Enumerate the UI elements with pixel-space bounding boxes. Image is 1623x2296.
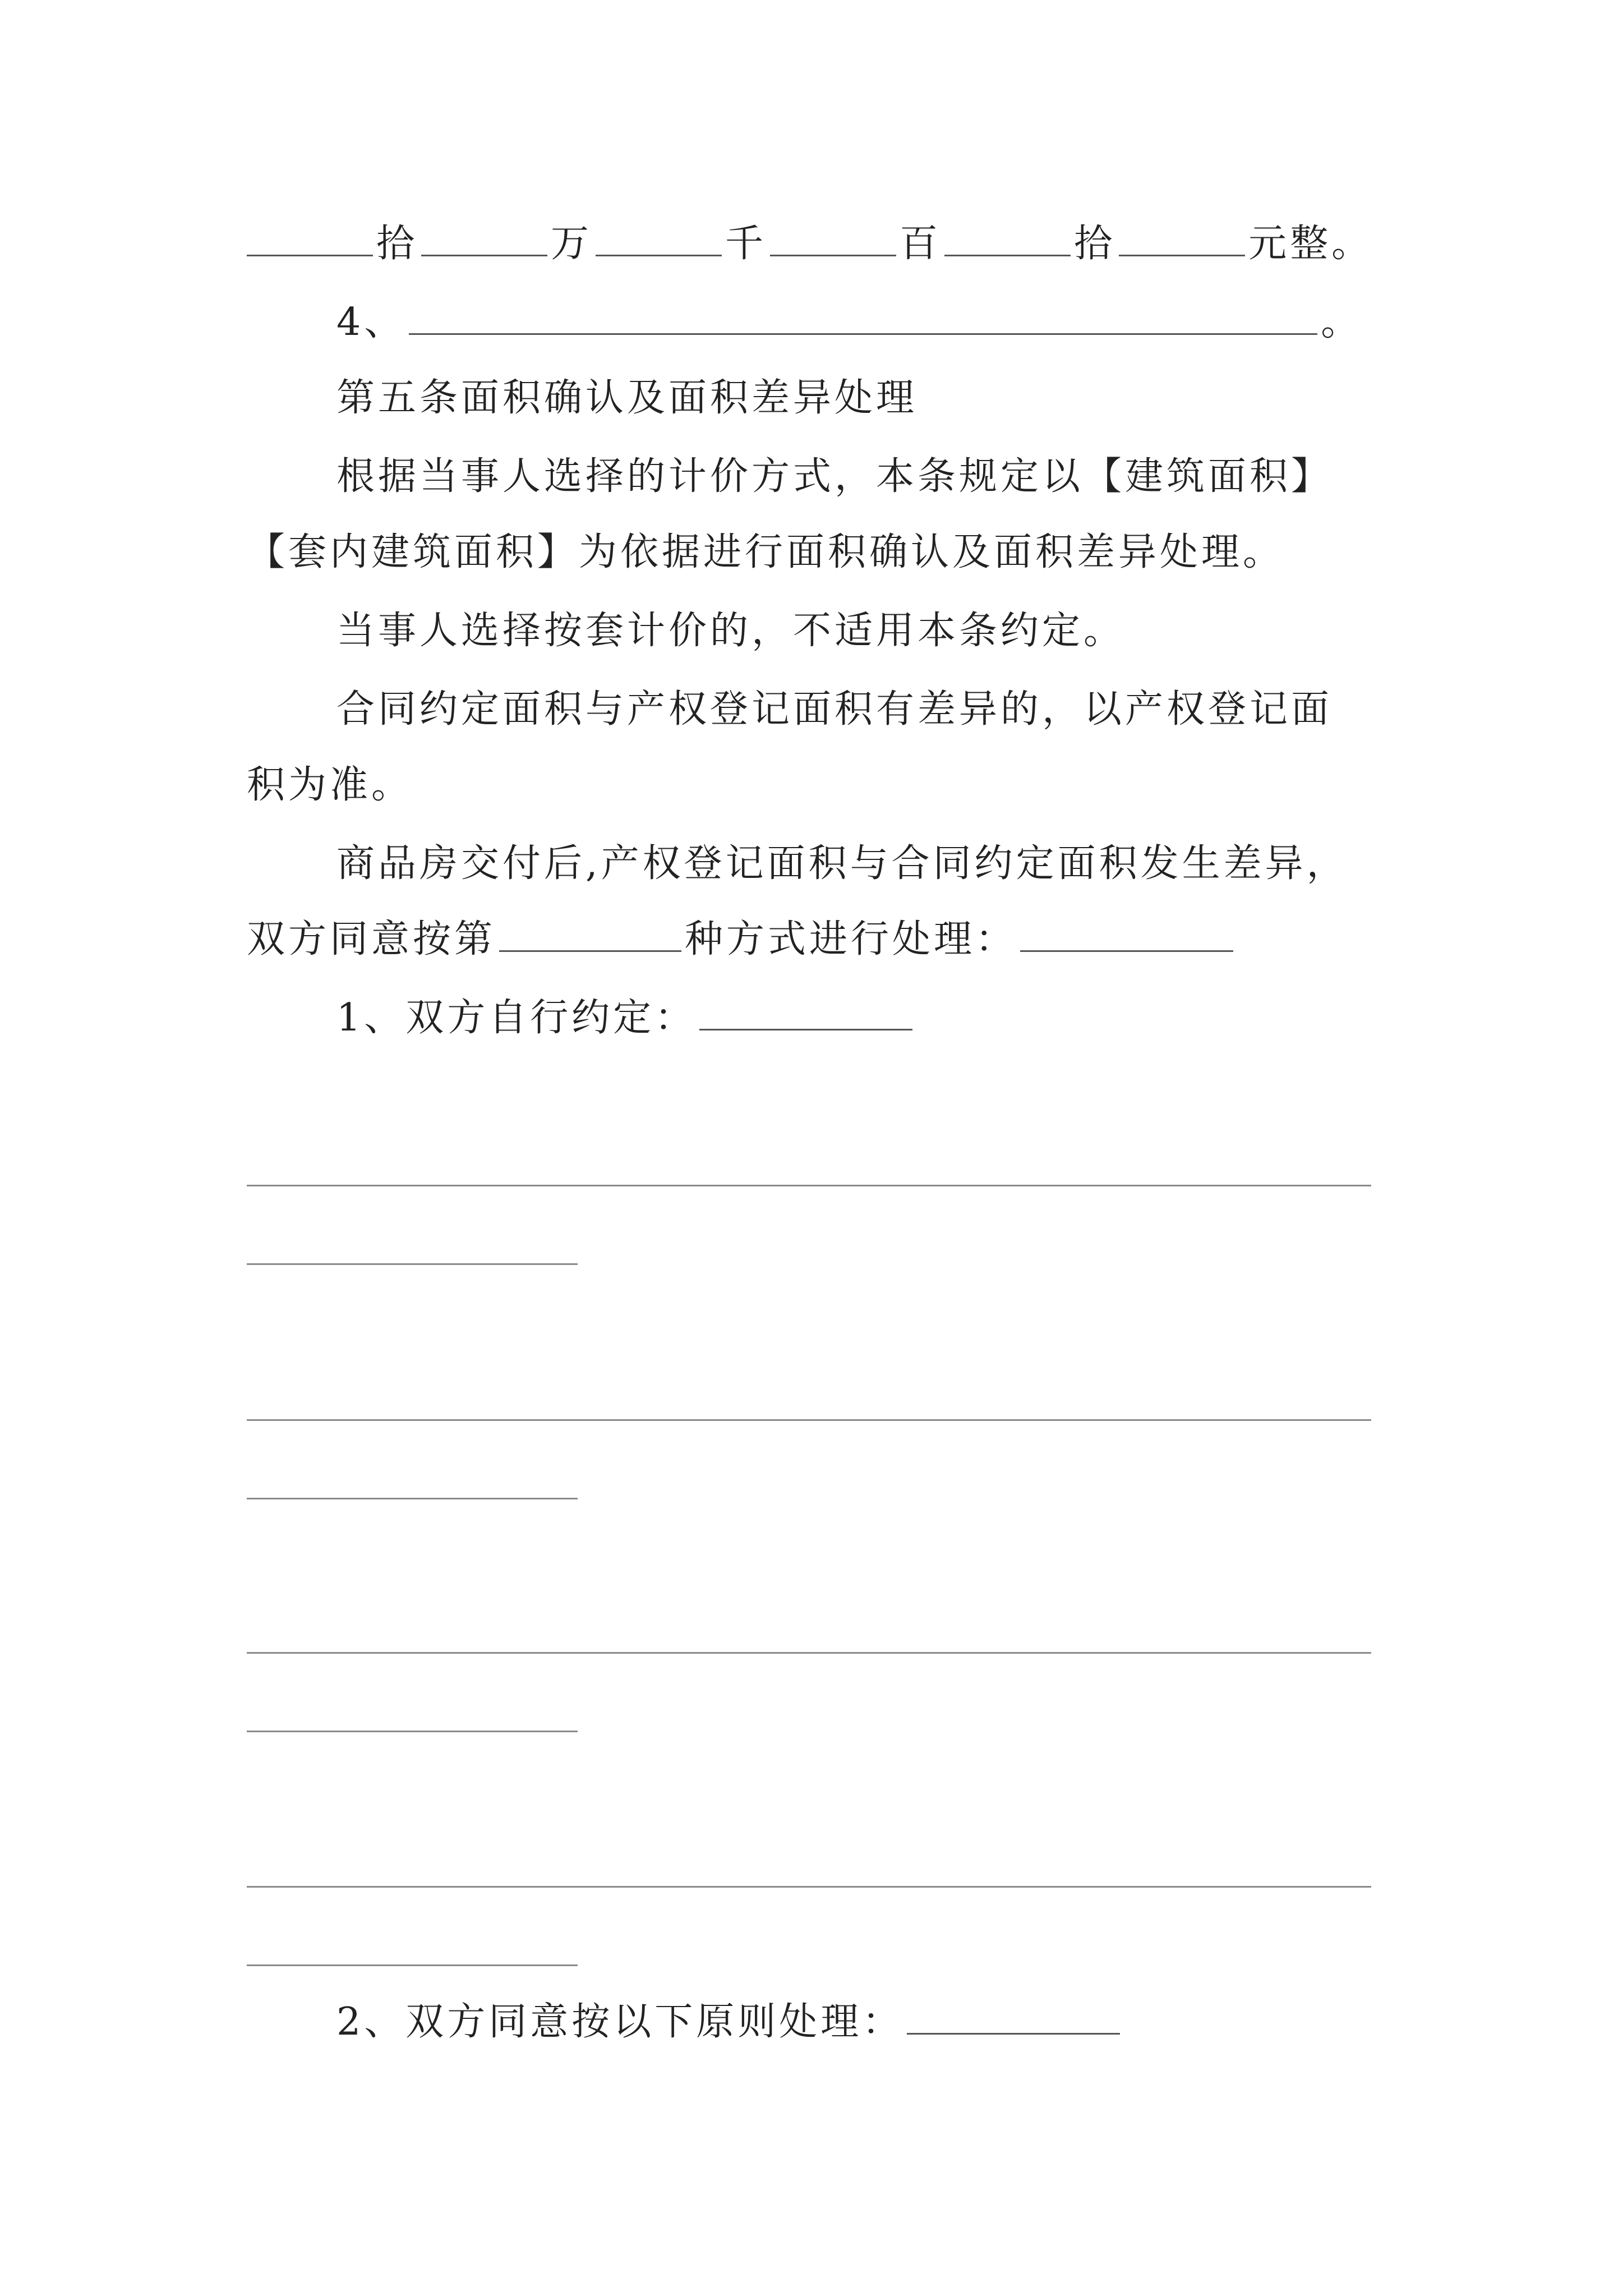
blank-line[interactable] — [247, 1419, 1371, 1421]
unit-label: 拾 — [1074, 222, 1116, 266]
unit-label: 千 — [725, 222, 767, 266]
article-heading: 第五条面积确认及面积差异处理 — [336, 376, 918, 420]
blank-line[interactable] — [247, 1886, 1371, 1888]
paragraph-text: 种方式进行处理： — [685, 917, 1017, 961]
unit-label: 百 — [900, 222, 942, 266]
blank-field[interactable] — [944, 222, 1071, 256]
blank-field[interactable] — [596, 222, 722, 256]
blank-line[interactable] — [247, 1498, 578, 1499]
item-number: 4、 — [336, 300, 406, 344]
blank-line[interactable] — [247, 1731, 578, 1732]
blank-field[interactable] — [1119, 222, 1245, 256]
blank-field[interactable] — [421, 222, 547, 256]
option-label: 1、双方自行约定： — [336, 996, 697, 1040]
paragraph-text: 商品房交付后,产权登记面积与合同约定面积发生差异， — [336, 841, 1348, 886]
blank-line[interactable] — [247, 1652, 1371, 1654]
paragraph-text: 【套内建筑面积】为依据进行面积确认及面积差异处理。 — [247, 530, 1285, 574]
paragraph-text: 根据当事人选择的计价方式，本条规定以【建筑面积】 — [336, 454, 1333, 499]
blank-line[interactable] — [247, 1263, 578, 1265]
paragraph-text: 合同约定面积与产权登记面积有差异的，以产权登记面 — [336, 687, 1333, 731]
blank-field[interactable] — [409, 301, 1317, 335]
paragraph-text: 双方同意按第 — [247, 917, 496, 961]
blank-line[interactable] — [247, 1964, 578, 1966]
method-choice-line — [247, 914, 1237, 965]
item-end: 。 — [1321, 300, 1363, 344]
blank-field[interactable] — [247, 222, 373, 256]
paragraph-text: 当事人选择按套计价的，不适用本条约定。 — [336, 609, 1126, 653]
blank-field[interactable] — [907, 2000, 1120, 2035]
blank-field[interactable] — [499, 918, 681, 952]
blank-field[interactable] — [699, 996, 912, 1030]
option-label: 2、双方同意按以下原则处理： — [336, 2000, 904, 2044]
amount-line — [247, 219, 1373, 269]
unit-label: 拾 — [376, 222, 418, 266]
blank-line[interactable] — [247, 1185, 1371, 1186]
unit-label: 万 — [551, 222, 593, 266]
blank-field[interactable] — [770, 222, 896, 256]
item-4 — [336, 297, 1362, 348]
option-1 — [336, 993, 916, 1043]
paragraph-text: 积为准。 — [247, 763, 413, 807]
unit-label: 元整。 — [1248, 222, 1373, 266]
option-2 — [336, 1997, 1123, 2047]
blank-field[interactable] — [1020, 918, 1233, 952]
